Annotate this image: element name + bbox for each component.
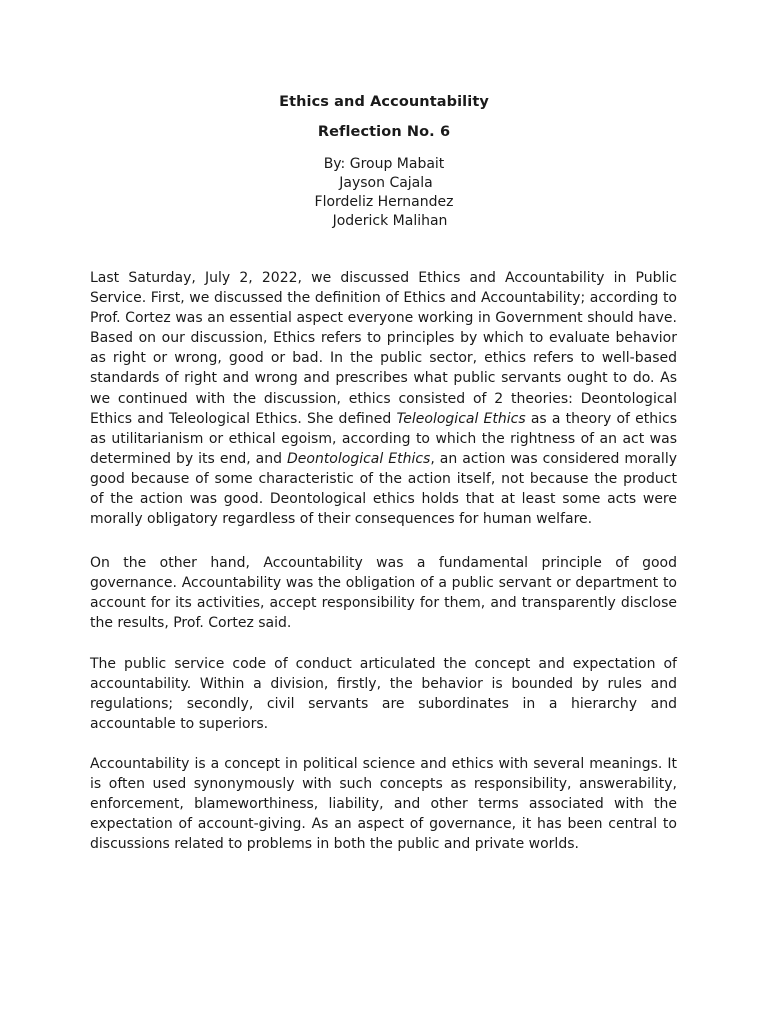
body-paragraph-3: The public service code of conduct articulated the concept and expectation of accountability. Within a division, firstly, the behavior is bounded by rules and regulations; secondly, civil servants are subordinates in a hierarchy and accountable to superiors. (90, 656, 677, 733)
body-paragraph-4: Accountability is a concept in political science and ethics with several meanings. It is often used synonymously with such concepts as responsibility, answerability, enforcement, blameworthiness, liability, and other terms associated with the expectation of account-giving. As an aspect of governance, it has been central to discussions related to problems in both the public and private worlds. (90, 756, 677, 853)
byline-author: Jayson Cajala (339, 175, 433, 191)
byline-group: By: Group Mabait (323, 156, 445, 172)
byline-author: Flordeliz Hernandez (314, 194, 454, 210)
document-title: Ethics and Accountability (279, 94, 489, 110)
body-paragraph-1 (90, 268, 677, 529)
italic-term: Deontological Ethics (286, 450, 431, 467)
italic-term: Teleological Ethics (396, 410, 526, 427)
paragraph-text: Last Saturday, July 2, 2022, we discussed Ethics and Accountability in Public Service. First, we discussed the definition of Ethics and Accountability; according to Prof. Cortez was an essential aspect everyone working in Government should have. Based on our discussion, Ethics refers to principles by which to evaluate behavior as right or wrong, good or bad. In the public sector, ethics refers to well-based standards of right and wrong and prescribes what public servants ought to do. As we continued with the discussion, ethics consisted of 2 theories: Deontological Ethics and Teleological Ethics. She defined (90, 270, 677, 427)
document-subtitle: Reflection No. 6 (317, 124, 451, 140)
paragraph-text: , an action was considered morally good because of some characteristic of the action itself, not because the product of the action was good. Deontological ethics holds that at least some acts were morally obligatory regardless of their consequences for human welfare. (90, 450, 677, 528)
body-paragraph-2: On the other hand, Accountability was a fundamental principle of good governance. Accountability was the obligation of a public servant or department to account for its activities, accept responsibility for them, and transparently disclose the results, Prof. Cortez said. (90, 555, 677, 632)
paragraph-text: as a theory of ethics as utilitarianism or ethical egoism, according to which the rightness of an act was determined by its end, and (90, 410, 677, 467)
byline-author: Joderick Malihan (332, 213, 448, 229)
